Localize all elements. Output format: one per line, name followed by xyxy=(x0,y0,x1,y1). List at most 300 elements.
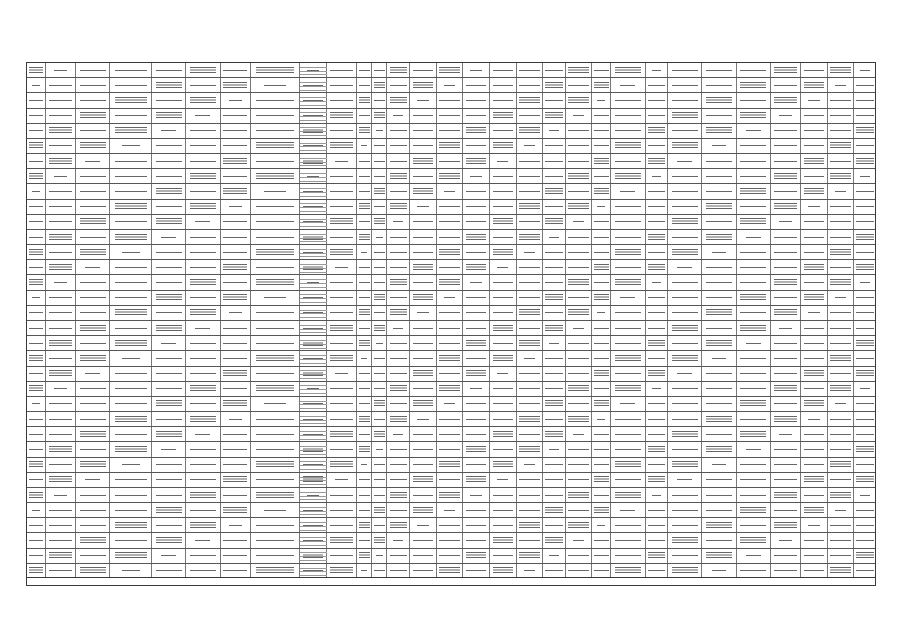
illegible-text xyxy=(804,158,824,165)
table-cell xyxy=(110,169,152,183)
table-cell xyxy=(357,351,372,365)
table-cell xyxy=(828,184,855,198)
table-cell xyxy=(566,442,593,456)
table-cell xyxy=(327,503,357,517)
illegible-text xyxy=(545,82,562,89)
illegible-text xyxy=(774,203,797,210)
table-cell xyxy=(566,184,593,198)
illegible-text xyxy=(256,115,295,116)
table-cell xyxy=(668,427,702,441)
illegible-text xyxy=(376,555,382,556)
illegible-text xyxy=(439,540,459,541)
illegible-text xyxy=(359,403,370,404)
illegible-text xyxy=(190,492,217,499)
table-cell xyxy=(327,458,357,472)
illegible-text xyxy=(80,355,107,362)
illegible-text xyxy=(29,385,43,392)
table-cell xyxy=(646,412,669,426)
table-cell xyxy=(801,230,828,244)
illegible-text xyxy=(648,297,665,298)
sub-row-divider xyxy=(300,71,327,72)
illegible-text xyxy=(545,188,562,195)
illegible-text xyxy=(190,297,217,298)
table-cell xyxy=(854,442,876,456)
illegible-text xyxy=(330,431,353,438)
table-row xyxy=(27,306,875,321)
illegible-text xyxy=(648,127,665,134)
illegible-text xyxy=(122,464,140,465)
table-cell xyxy=(372,549,387,563)
illegible-text xyxy=(156,570,183,571)
illegible-text xyxy=(493,85,513,86)
illegible-text xyxy=(830,249,850,256)
table-cell xyxy=(437,336,464,350)
table-cell xyxy=(327,260,357,274)
table-cell xyxy=(110,503,152,517)
table-cell xyxy=(251,427,300,441)
table-cell xyxy=(27,275,46,289)
table-cell xyxy=(490,549,517,563)
illegible-text xyxy=(466,340,486,347)
illegible-text xyxy=(80,70,107,71)
illegible-text xyxy=(493,537,513,544)
sub-row-divider xyxy=(300,135,327,136)
table-cell xyxy=(771,367,801,381)
illegible-text xyxy=(568,203,588,210)
illegible-text xyxy=(161,555,176,556)
table-cell xyxy=(737,184,771,198)
table-cell xyxy=(490,260,517,274)
illegible-text xyxy=(615,479,642,480)
table-cell xyxy=(46,503,76,517)
illegible-text xyxy=(830,161,850,162)
illegible-text xyxy=(466,115,486,116)
illegible-text xyxy=(264,403,286,404)
illegible-text xyxy=(830,206,850,207)
table-cell xyxy=(327,336,357,350)
table-cell xyxy=(702,397,736,411)
sub-row-divider xyxy=(300,67,327,68)
table-cell xyxy=(27,549,46,563)
table-cell xyxy=(221,473,251,487)
illegible-text xyxy=(80,282,107,283)
table-cell xyxy=(251,412,300,426)
sub-row-divider xyxy=(300,431,327,432)
illegible-text xyxy=(493,130,513,131)
table-cell xyxy=(152,382,186,396)
illegible-text xyxy=(374,267,385,268)
table-row xyxy=(27,336,875,351)
illegible-text xyxy=(672,70,699,71)
table-cell xyxy=(110,139,152,153)
table-cell xyxy=(437,245,464,259)
illegible-text xyxy=(374,206,385,207)
illegible-text xyxy=(804,507,824,514)
illegible-text xyxy=(594,130,608,131)
illegible-text xyxy=(374,294,385,301)
illegible-text xyxy=(190,252,217,253)
illegible-text xyxy=(49,446,72,453)
sub-row-divider xyxy=(300,401,327,402)
illegible-text xyxy=(519,416,539,423)
table-cell xyxy=(611,260,645,274)
table-cell xyxy=(592,139,611,153)
illegible-text xyxy=(519,522,539,529)
table-cell xyxy=(27,412,46,426)
table-cell xyxy=(668,200,702,214)
table-cell xyxy=(702,291,736,305)
table-cell xyxy=(646,200,669,214)
illegible-text xyxy=(545,145,562,146)
table-cell xyxy=(611,442,645,456)
illegible-text xyxy=(545,495,562,496)
table-cell xyxy=(327,427,357,441)
illegible-text xyxy=(29,434,43,435)
sub-row-divider xyxy=(300,408,327,409)
illegible-text xyxy=(774,237,797,238)
sub-row-divider xyxy=(300,370,327,371)
table-cell xyxy=(490,397,517,411)
illegible-text xyxy=(779,434,792,435)
table-cell xyxy=(27,139,46,153)
table-cell xyxy=(357,412,372,426)
table-cell xyxy=(27,184,46,198)
illegible-text xyxy=(545,176,562,177)
table-cell xyxy=(646,397,669,411)
table-row xyxy=(27,488,875,503)
illegible-text xyxy=(856,191,873,192)
illegible-text xyxy=(712,358,727,359)
illegible-text xyxy=(672,142,699,149)
illegible-text xyxy=(190,237,217,238)
illegible-text xyxy=(85,373,100,374)
illegible-text xyxy=(330,461,353,468)
illegible-text xyxy=(390,449,407,450)
table-cell xyxy=(737,291,771,305)
illegible-text xyxy=(519,446,539,453)
table-cell xyxy=(543,321,566,335)
illegible-text xyxy=(156,400,183,407)
illegible-text xyxy=(615,555,642,556)
table-cell xyxy=(592,215,611,229)
illegible-text xyxy=(573,115,585,116)
table-cell xyxy=(611,564,645,578)
illegible-text xyxy=(374,358,385,359)
illegible-text xyxy=(835,297,847,298)
table-cell xyxy=(46,442,76,456)
illegible-text xyxy=(29,328,43,329)
table-cell xyxy=(372,260,387,274)
illegible-text xyxy=(466,328,486,329)
illegible-text xyxy=(497,479,509,480)
table-cell xyxy=(76,351,110,365)
illegible-text xyxy=(466,552,486,559)
table-cell xyxy=(828,336,855,350)
table-cell xyxy=(543,109,566,123)
illegible-text xyxy=(620,85,635,86)
illegible-text xyxy=(706,85,733,86)
illegible-text xyxy=(190,464,217,465)
illegible-text xyxy=(80,218,107,225)
illegible-text xyxy=(439,328,459,329)
table-cell xyxy=(854,184,876,198)
illegible-text xyxy=(860,282,870,283)
table-cell xyxy=(854,427,876,441)
table-cell xyxy=(828,124,855,138)
table-cell xyxy=(668,442,702,456)
table-cell xyxy=(110,93,152,107)
illegible-text xyxy=(256,434,295,435)
table-cell xyxy=(357,442,372,456)
illegible-text xyxy=(594,464,608,465)
illegible-text xyxy=(519,176,539,177)
illegible-text xyxy=(115,434,148,435)
illegible-text xyxy=(359,297,370,298)
table-cell xyxy=(410,306,437,320)
illegible-text xyxy=(804,221,824,222)
illegible-text xyxy=(493,461,513,468)
table-cell xyxy=(46,351,76,365)
illegible-text xyxy=(466,221,486,222)
table-cell xyxy=(517,321,544,335)
table-cell xyxy=(566,336,593,350)
illegible-text xyxy=(29,312,43,313)
illegible-text xyxy=(195,115,210,116)
illegible-text xyxy=(439,100,459,101)
table-cell xyxy=(110,78,152,92)
illegible-text xyxy=(493,355,513,362)
illegible-text xyxy=(545,464,562,465)
table-cell xyxy=(592,63,611,77)
illegible-text xyxy=(706,309,733,316)
table-cell xyxy=(566,291,593,305)
illegible-text xyxy=(804,400,824,407)
table-cell xyxy=(186,245,220,259)
illegible-text xyxy=(49,552,72,559)
table-cell xyxy=(387,291,410,305)
table-cell xyxy=(828,488,855,502)
register-table xyxy=(26,62,876,578)
illegible-text xyxy=(672,449,699,450)
table-cell xyxy=(801,518,828,532)
illegible-text xyxy=(374,388,385,389)
table-cell xyxy=(437,154,464,168)
table-cell xyxy=(517,564,544,578)
table-cell xyxy=(828,321,855,335)
illegible-text xyxy=(359,540,370,541)
table-cell xyxy=(251,154,300,168)
table-cell xyxy=(76,458,110,472)
illegible-text xyxy=(256,312,295,313)
illegible-text xyxy=(774,252,797,253)
illegible-text xyxy=(545,507,562,514)
table-cell xyxy=(76,291,110,305)
table-row xyxy=(27,458,875,473)
table-cell xyxy=(186,518,220,532)
illegible-text xyxy=(156,507,183,514)
illegible-text xyxy=(466,234,486,241)
table-cell xyxy=(737,397,771,411)
table-cell xyxy=(387,169,410,183)
illegible-text xyxy=(672,130,699,131)
illegible-text xyxy=(439,249,459,256)
table-cell xyxy=(372,63,387,77)
table-cell xyxy=(737,473,771,487)
table-cell xyxy=(702,260,736,274)
table-cell xyxy=(327,78,357,92)
table-cell xyxy=(387,336,410,350)
illegible-text xyxy=(256,279,295,286)
illegible-text xyxy=(374,82,385,89)
illegible-text xyxy=(390,309,407,316)
table-cell xyxy=(517,215,544,229)
illegible-text xyxy=(568,145,588,146)
illegible-text xyxy=(466,264,486,271)
table-cell xyxy=(152,321,186,335)
table-cell xyxy=(372,200,387,214)
illegible-text xyxy=(740,282,767,283)
table-cell xyxy=(611,458,645,472)
illegible-text xyxy=(594,449,608,450)
table-cell xyxy=(566,230,593,244)
illegible-text xyxy=(568,479,588,480)
illegible-text xyxy=(29,142,43,149)
illegible-text xyxy=(466,540,486,541)
illegible-text xyxy=(830,100,850,101)
illegible-text xyxy=(652,495,662,496)
table-cell xyxy=(110,533,152,547)
illegible-text xyxy=(376,237,382,238)
illegible-text xyxy=(390,203,407,210)
sub-row-divider xyxy=(300,256,327,257)
illegible-text xyxy=(374,464,385,465)
illegible-text xyxy=(615,161,642,162)
illegible-text xyxy=(359,309,370,316)
table-cell xyxy=(668,154,702,168)
illegible-text xyxy=(830,173,850,180)
illegible-text xyxy=(156,388,183,389)
table-cell xyxy=(737,63,771,77)
illegible-text xyxy=(519,328,539,329)
illegible-text xyxy=(740,100,767,101)
table-cell xyxy=(372,412,387,426)
illegible-text xyxy=(374,479,385,480)
illegible-text xyxy=(568,297,588,298)
table-cell xyxy=(437,351,464,365)
table-cell xyxy=(737,427,771,441)
illegible-text xyxy=(740,82,767,89)
illegible-text xyxy=(195,328,210,329)
illegible-text xyxy=(413,400,433,407)
table-cell xyxy=(251,336,300,350)
table-cell xyxy=(828,397,855,411)
table-cell xyxy=(327,473,357,487)
table-cell xyxy=(410,382,437,396)
table-cell xyxy=(110,518,152,532)
table-cell xyxy=(463,336,490,350)
table-cell xyxy=(801,473,828,487)
illegible-text xyxy=(390,173,407,180)
table-cell xyxy=(771,336,801,350)
table-cell xyxy=(251,184,300,198)
table-cell xyxy=(251,291,300,305)
table-cell xyxy=(543,169,566,183)
table-cell xyxy=(251,78,300,92)
table-cell xyxy=(801,245,828,259)
illegible-text xyxy=(80,525,107,526)
table-cell xyxy=(410,260,437,274)
illegible-text xyxy=(597,312,605,313)
illegible-text xyxy=(466,206,486,207)
table-cell xyxy=(668,306,702,320)
illegible-text xyxy=(835,510,847,511)
illegible-text xyxy=(32,510,40,511)
table-cell xyxy=(828,260,855,274)
table-cell xyxy=(668,93,702,107)
illegible-text xyxy=(573,328,585,329)
table-cell xyxy=(372,245,387,259)
illegible-text xyxy=(49,464,72,465)
table-cell xyxy=(611,78,645,92)
table-cell xyxy=(27,321,46,335)
table-cell xyxy=(372,109,387,123)
table-cell xyxy=(437,306,464,320)
table-cell xyxy=(186,351,220,365)
table-cell xyxy=(357,245,372,259)
illegible-text xyxy=(223,237,246,238)
illegible-text xyxy=(779,540,792,541)
table-cell xyxy=(251,397,300,411)
table-cell xyxy=(828,215,855,229)
illegible-text xyxy=(413,476,433,483)
table-cell xyxy=(854,200,876,214)
illegible-text xyxy=(115,203,148,210)
illegible-text xyxy=(706,115,733,116)
illegible-text xyxy=(413,145,433,146)
table-cell xyxy=(702,169,736,183)
table-cell xyxy=(771,427,801,441)
illegible-text xyxy=(223,188,246,195)
illegible-text xyxy=(390,373,407,374)
table-cell xyxy=(110,367,152,381)
illegible-text xyxy=(376,130,382,131)
illegible-text xyxy=(122,358,140,359)
sub-row-divider xyxy=(300,514,327,515)
table-cell xyxy=(221,412,251,426)
table-cell xyxy=(387,230,410,244)
illegible-text xyxy=(706,203,733,210)
table-cell xyxy=(702,215,736,229)
illegible-text xyxy=(335,161,348,162)
illegible-text xyxy=(519,403,539,404)
illegible-text xyxy=(672,325,699,332)
table-cell xyxy=(186,473,220,487)
illegible-text xyxy=(672,525,699,526)
table-cell xyxy=(152,124,186,138)
table-cell xyxy=(566,351,593,365)
table-row xyxy=(27,382,875,397)
table-cell xyxy=(27,215,46,229)
table-cell xyxy=(490,169,517,183)
table-cell xyxy=(490,154,517,168)
illegible-text xyxy=(439,279,459,286)
table-cell xyxy=(251,109,300,123)
illegible-text xyxy=(49,252,72,253)
illegible-text xyxy=(161,449,176,450)
illegible-text xyxy=(597,419,605,420)
table-cell xyxy=(828,78,855,92)
sub-row-divider xyxy=(300,522,327,523)
